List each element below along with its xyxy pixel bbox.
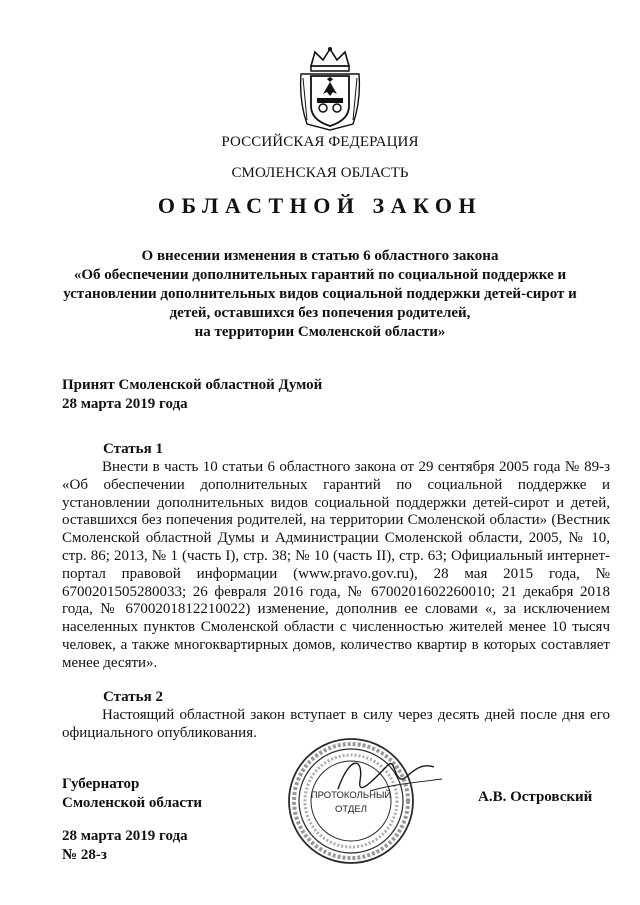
subject-line-2: «Об обеспечении дополнительных гарантий по социальной поддержке и	[73, 267, 567, 283]
region-heading: СМОЛЕНСКАЯ ОБЛАСТЬ	[231, 165, 409, 181]
document-type-title: ОБЛАСТНОЙ ЗАКОН	[157, 193, 483, 218]
subject-line-3: установлении дополнительных видов социальной поддержки детей-сирот и	[63, 286, 577, 302]
signatory-name: А.В. Островский	[478, 789, 593, 805]
law-number: № 28-з	[62, 847, 107, 863]
subject-line-1: О внесении изменения в статью 6 областного закона	[141, 248, 499, 264]
signatory-title-line-2: Смоленской области	[62, 795, 203, 811]
article-2-text: Настоящий областной закон вступает в силу через десять дней после дня его официального опубликования.	[62, 707, 610, 741]
article-2-heading: Статья 2	[103, 689, 163, 705]
stamp-center-line-2: ОТДЕЛ	[335, 804, 367, 815]
stamp-center-line-1: ПРОТОКОЛЬНЫЙ	[310, 790, 392, 801]
adoption-date: 28 марта 2019 года	[62, 396, 188, 412]
adoption-line-1: Принят Смоленской областной Думой	[62, 377, 323, 393]
article-1-heading: Статья 1	[103, 441, 163, 457]
subject-line-4: детей, оставшихся без попечения родителей,	[169, 305, 471, 321]
country-heading: РОССИЙСКАЯ ФЕДЕРАЦИЯ	[221, 134, 419, 150]
subject-line-5: на территории Смоленской области»	[194, 324, 446, 340]
coat-of-arms-emblem	[293, 46, 367, 132]
signatory-title-line-1: Губернатор	[62, 776, 140, 792]
signing-date: 28 марта 2019 года	[62, 828, 188, 844]
article-1-text: Внести в часть 10 статьи 6 областного закона от 29 сентября 2005 года № 89-з «Об обеспечении дополнительных гарантий по социальной поддержке и установлении дополнительных видов социальной поддержки детей-сирот и детей, оставшихся без попечения родителей, на территории Смоленской области» (Вестник Смоленской областной Думы и Администрации Смоленской области, 2005, № 10, стр. 86; 2013, № 1 (часть I), стр. 38; № 10 (часть II), стр. 63; Официальный интернет-портал правовой информации (www.pravo.gov.ru), 28 мая 2015 года, № 6700201505280033; 26 февраля 2016 года, № 6700201602260010; 21 декабря 2018 года, № 6700201812210022) изменение, дополнив ее словами «, за исключением населенных пунктов Смоленской области с численностью жителей менее 10 тысяч человек, а также многоквартирных домов, количество квартир в которых составляет менее десяти».	[62, 459, 610, 671]
handwritten-signature	[330, 745, 450, 805]
